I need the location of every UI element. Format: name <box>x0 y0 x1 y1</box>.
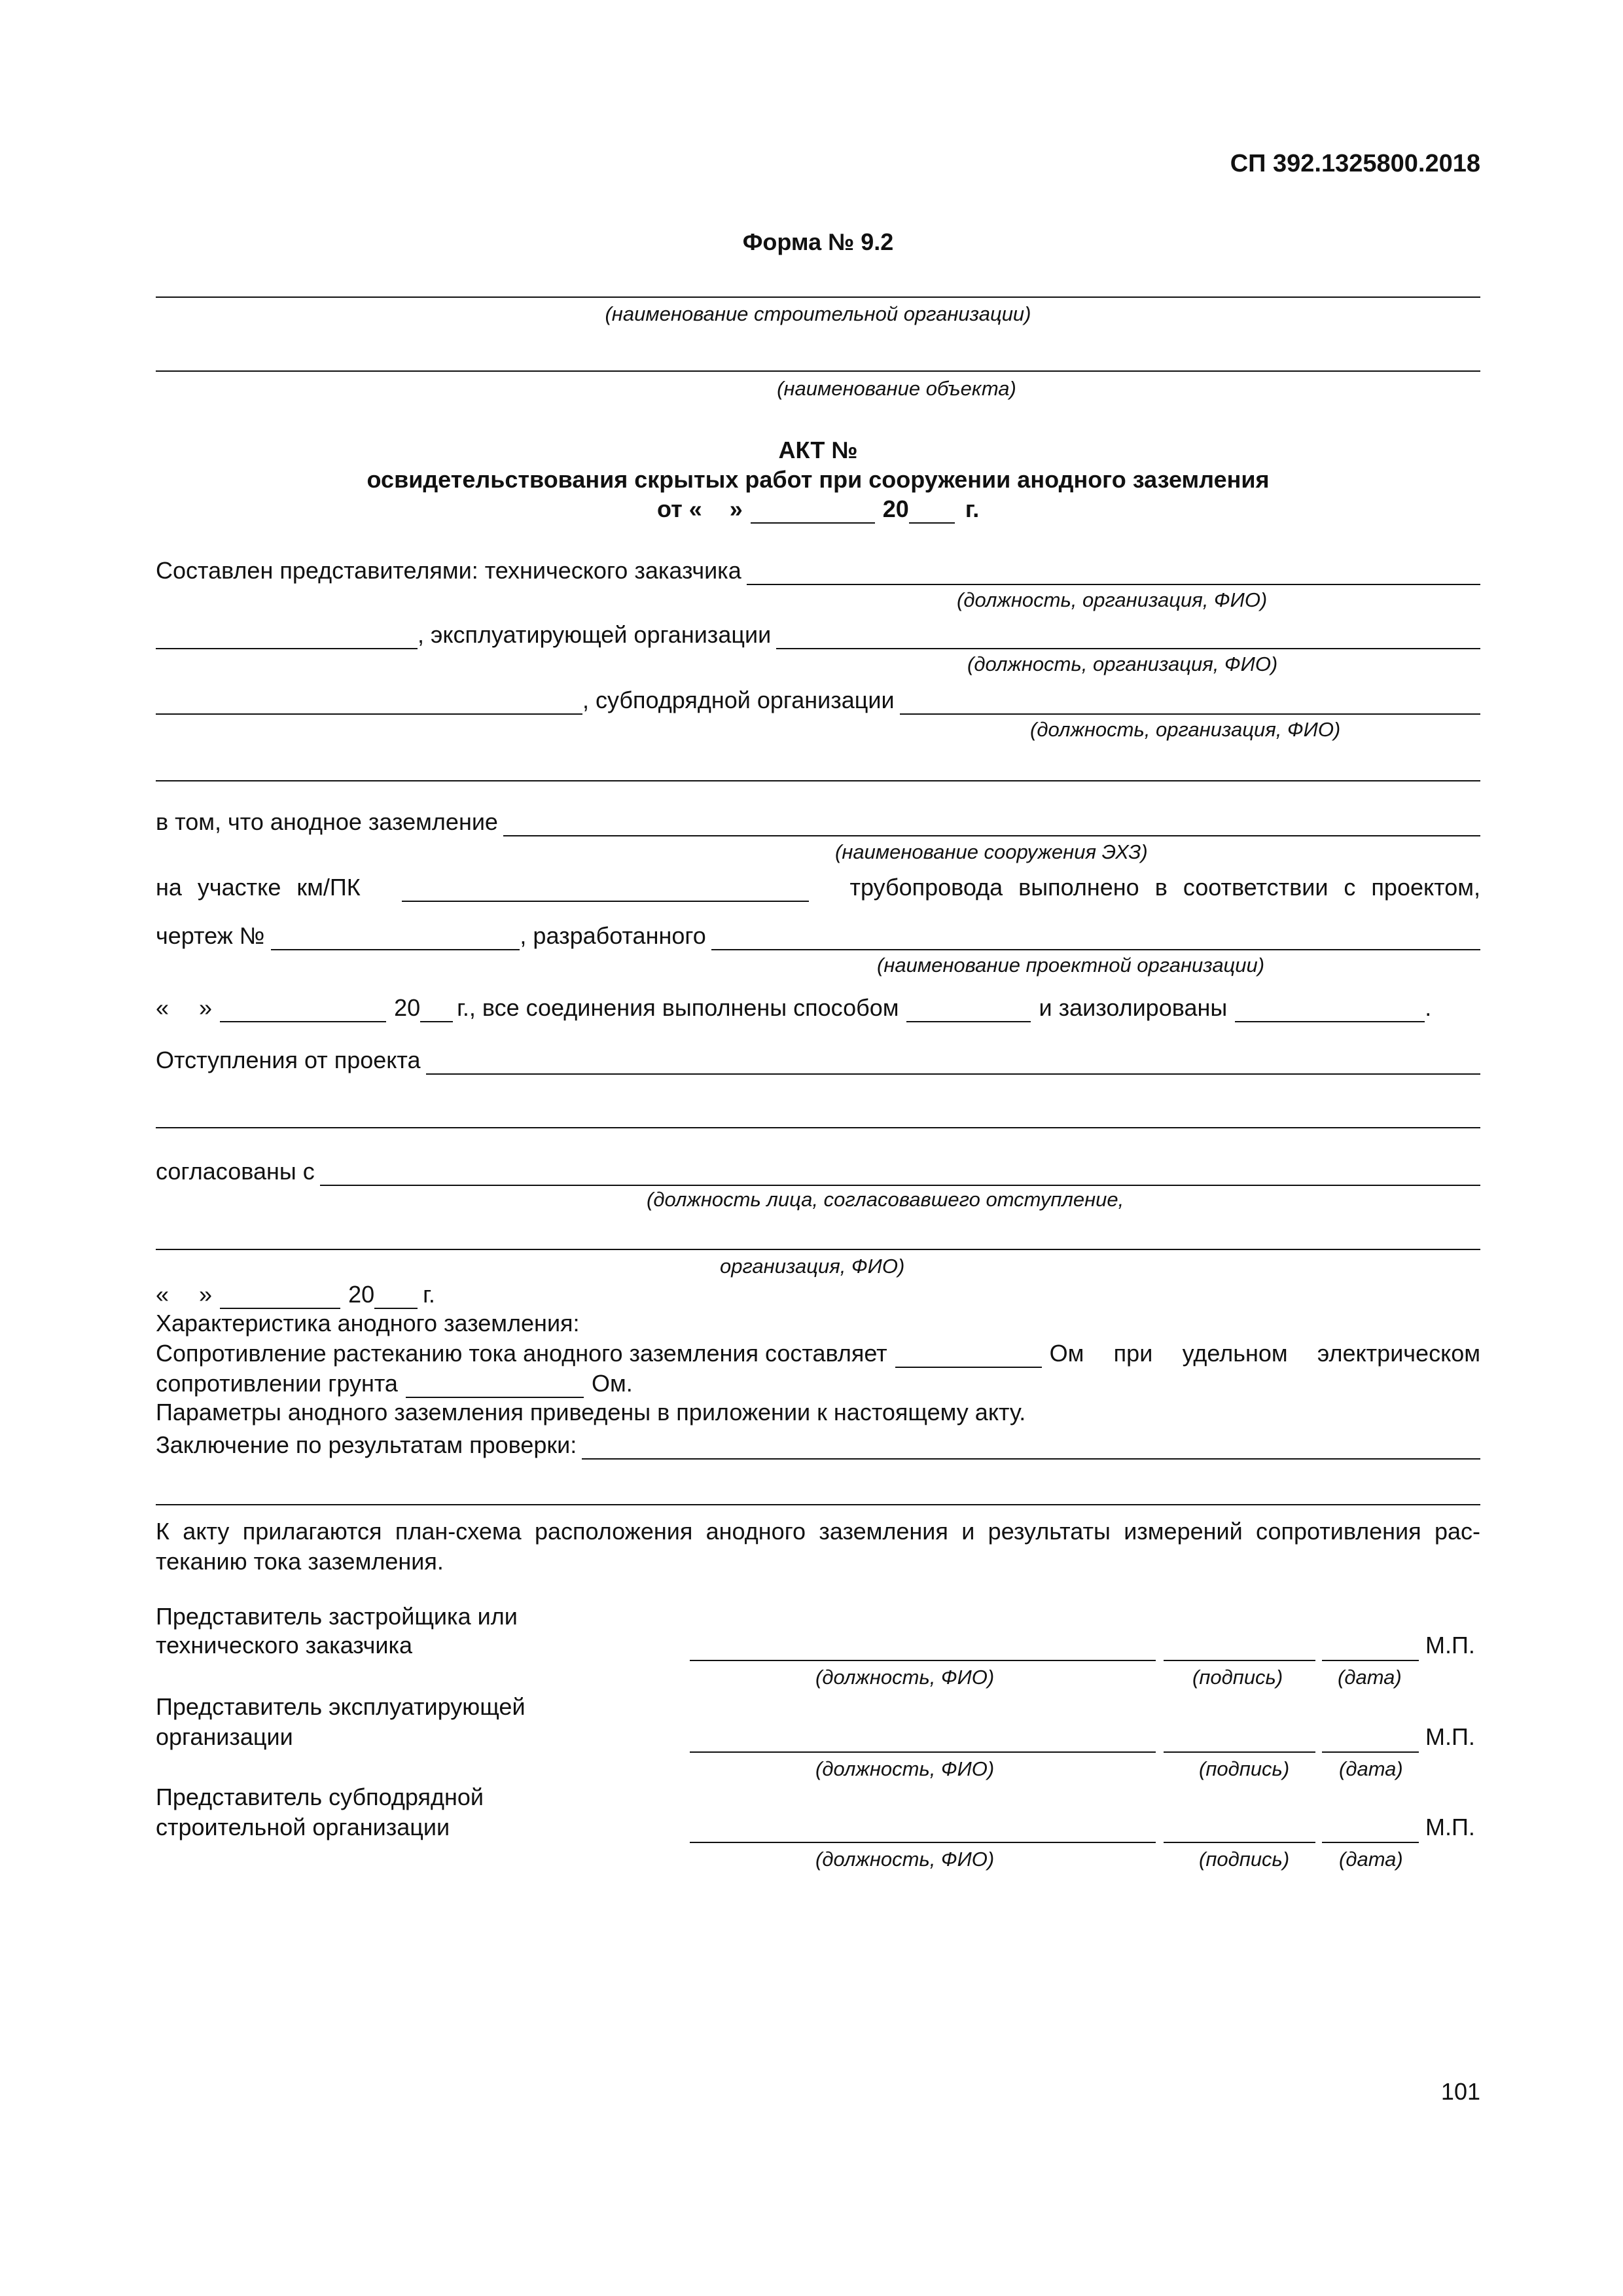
operating-rep-caption: (должность, организация, ФИО) <box>967 653 1278 675</box>
document-code: СП 392.1325800.2018 <box>1230 150 1480 177</box>
sig-date-field[interactable] <box>1322 1660 1419 1661</box>
object-name-caption: (наименование объекта) <box>777 377 1016 400</box>
joints-q-close: » <box>199 994 213 1021</box>
date-quote: » <box>729 495 743 522</box>
act-title: АКТ № <box>778 437 858 463</box>
org-name-caption: (наименование строительной организации) <box>605 302 1031 325</box>
agreed-q-close: » <box>199 1281 213 1308</box>
page-number: 101 <box>1440 2078 1480 2105</box>
sig-position-caption: (должность, ФИО) <box>815 1666 995 1689</box>
customer-rep-caption: (должность, организация, ФИО) <box>957 588 1268 611</box>
deviations-row <box>156 1046 1480 1075</box>
sig-signature-field[interactable] <box>1164 1660 1315 1661</box>
composed-row <box>156 556 1480 585</box>
sig-signature-caption: (подпись) <box>1192 1666 1283 1689</box>
operating-rep-field[interactable] <box>776 626 1480 649</box>
sig-position-field[interactable] <box>690 1842 1156 1843</box>
section-pipeline-text: трубопровода выполнено в соответствии с проектом, <box>849 874 1480 901</box>
sig-date-caption: (дата) <box>1339 1757 1403 1780</box>
agreed-caption-2: организация, ФИО) <box>720 1255 905 1278</box>
act-date-line <box>657 495 979 524</box>
sig-signature-caption: (подпись) <box>1199 1848 1290 1871</box>
form-number: Форма № 9.2 <box>742 228 894 255</box>
operating-prefix-field[interactable] <box>156 626 418 649</box>
agreed-g: г. <box>423 1281 435 1308</box>
agreed-row <box>156 1157 1480 1186</box>
joints-year-field[interactable] <box>420 999 453 1022</box>
anode-label: в том, что анодное заземление <box>156 808 498 835</box>
drawing-row <box>156 922 1480 950</box>
agreed-q-open: « <box>156 1281 169 1308</box>
joints-q-open: « <box>156 994 169 1021</box>
sig-signature-caption: (подпись) <box>1199 1757 1290 1780</box>
drawing-number-field[interactable] <box>271 927 520 950</box>
resistance-value-field[interactable] <box>895 1344 1042 1368</box>
conclusion-line-2[interactable] <box>156 1504 1480 1505</box>
sig-title-2: технического заказчика <box>156 1632 413 1659</box>
joints-insulated-text: и заизолированы <box>1039 994 1228 1021</box>
sig-title-1: Представитель застройщика или <box>156 1603 518 1630</box>
agreed-year-field[interactable] <box>374 1285 418 1309</box>
date-year: 20 <box>882 495 909 522</box>
section-km-field[interactable] <box>402 878 809 902</box>
object-name-line[interactable] <box>156 370 1480 372</box>
sig-position-field[interactable] <box>690 1751 1156 1753</box>
anode-name-field[interactable] <box>503 813 1480 836</box>
section-label: на участке км/ПК <box>156 874 361 901</box>
sig-title-2: организации <box>156 1723 293 1750</box>
sig-stamp: М.П. <box>1425 1723 1475 1750</box>
subcontract-label: , субподрядной организации <box>582 687 895 713</box>
resistance-text-2: Ом при удельном электрическом <box>1049 1340 1480 1367</box>
resistance-soil-text: сопротивлении грунта <box>156 1370 398 1397</box>
operating-label: , эксплуатирующей организации <box>418 621 772 648</box>
agreed-label: согласованы с <box>156 1158 315 1185</box>
section-row <box>156 873 1480 902</box>
joints-insulation-field[interactable] <box>1235 999 1425 1022</box>
anode-caption: (наименование сооружения ЭХЗ) <box>835 840 1148 863</box>
design-org-field[interactable] <box>711 927 1480 950</box>
agreed-line-2[interactable] <box>156 1249 1480 1250</box>
sig-date-field[interactable] <box>1322 1842 1419 1843</box>
sig-stamp: М.П. <box>1425 1814 1475 1840</box>
org-name-line[interactable] <box>156 296 1480 298</box>
operating-row <box>156 620 1480 649</box>
soil-resistance-field[interactable] <box>406 1374 584 1398</box>
conclusion-label: Заключение по результатам проверки: <box>156 1431 577 1458</box>
attached-text-2: теканию тока заземления. <box>156 1548 444 1575</box>
date-year-blank[interactable] <box>909 500 955 524</box>
resistance-ohm-text: Ом. <box>591 1370 633 1397</box>
sig-stamp: М.П. <box>1425 1632 1475 1659</box>
sig-date-caption: (дата) <box>1339 1848 1403 1871</box>
deviations-line-2[interactable] <box>156 1127 1480 1128</box>
resistance-text-1: Сопротивление растеканию тока анодного заземления составляет <box>156 1340 887 1367</box>
conclusion-field[interactable] <box>582 1436 1480 1460</box>
agreed-date-row <box>156 1280 1480 1309</box>
sig-position-caption: (должность, ФИО) <box>815 1848 995 1871</box>
date-g: г. <box>965 495 980 522</box>
sig-signature-field[interactable] <box>1164 1751 1315 1753</box>
char-title: Характеристика анодного заземления: <box>156 1310 580 1336</box>
design-org-caption: (наименование проектной организации) <box>877 954 1265 977</box>
composed-label: Составлен представителями: технического заказчика <box>156 557 741 584</box>
joints-text: г., все соединения выполнены способом <box>457 994 899 1021</box>
agreed-year: 20 <box>348 1281 375 1308</box>
subcontract-prefix-field[interactable] <box>156 691 582 715</box>
sig-title-2: строительной организации <box>156 1814 450 1840</box>
joints-row <box>156 994 1480 1022</box>
anode-row <box>156 808 1480 836</box>
sig-date-caption: (дата) <box>1338 1666 1402 1689</box>
drawing-label: чертеж № <box>156 922 265 949</box>
conclusion-row <box>156 1431 1480 1460</box>
customer-rep-field[interactable] <box>747 562 1480 585</box>
joints-method-field[interactable] <box>906 999 1031 1022</box>
sig-title-1: Представитель эксплуатирующей <box>156 1693 526 1720</box>
attached-text-1: К акту прилагаются план-схема расположения анодного заземления и результаты измерений сопротивления рас- <box>156 1518 1480 1545</box>
subcontract-rep-field[interactable] <box>900 691 1480 715</box>
sig-title-1: Представитель субподрядной <box>156 1784 484 1810</box>
extra-line-1[interactable] <box>156 780 1480 781</box>
agreed-caption-1: (должность лица, согласовавшего отступление, <box>647 1188 1124 1211</box>
agreed-month-field[interactable] <box>220 1285 340 1309</box>
sig-date-field[interactable] <box>1322 1751 1419 1753</box>
deviations-field[interactable] <box>426 1051 1480 1075</box>
date-month-blank[interactable] <box>751 500 875 524</box>
act-subject: освидетельствования скрытых работ при сооружении анодного заземления <box>366 466 1270 493</box>
joints-dot: . <box>1425 994 1432 1021</box>
developed-label: , разработанного <box>520 922 706 949</box>
subcontract-row <box>156 686 1480 715</box>
subcontract-rep-caption: (должность, организация, ФИО) <box>1030 718 1341 741</box>
sig-position-caption: (должность, ФИО) <box>815 1757 995 1780</box>
deviations-label: Отступления от проекта <box>156 1047 421 1073</box>
resistance-row-2 <box>156 1369 1480 1398</box>
date-prefix: от « <box>657 495 702 522</box>
joints-month-field[interactable] <box>220 999 386 1022</box>
resistance-row-1 <box>156 1339 1480 1368</box>
params-text: Параметры анодного заземления приведены в приложении к настоящему акту. <box>156 1399 1026 1426</box>
sig-signature-field[interactable] <box>1164 1842 1315 1843</box>
sig-position-field[interactable] <box>690 1660 1156 1661</box>
agreed-field[interactable] <box>320 1162 1480 1186</box>
joints-year: 20 <box>394 994 421 1021</box>
